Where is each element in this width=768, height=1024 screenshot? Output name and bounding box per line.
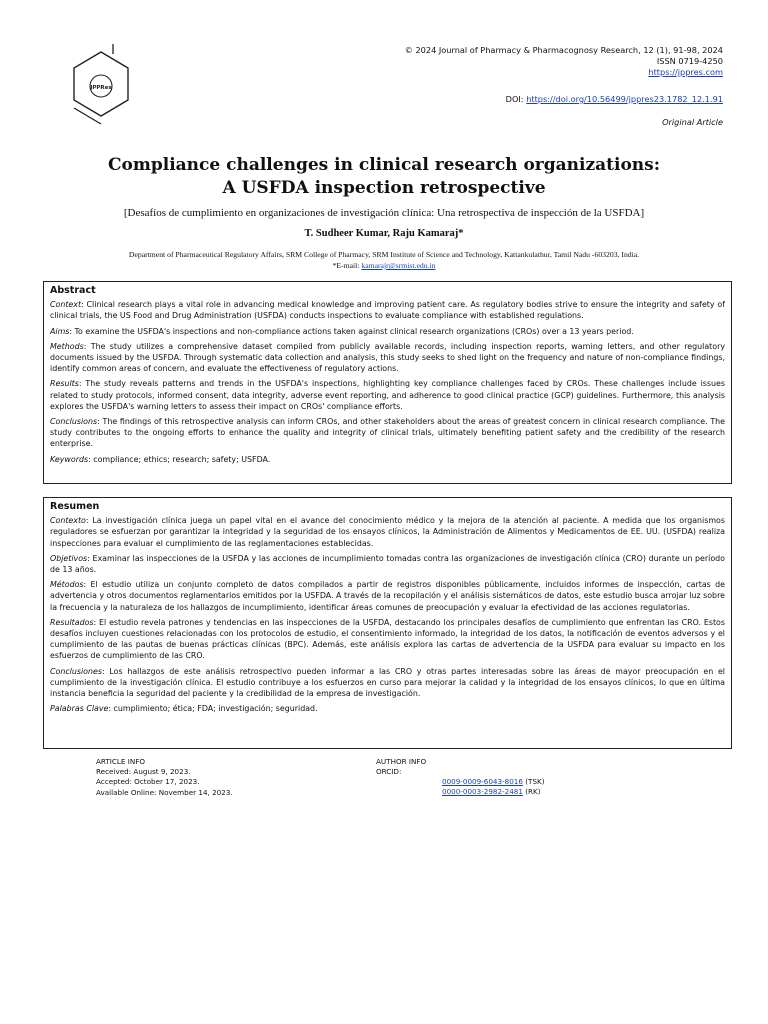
- author-info-heading: AUTHOR INFO: [376, 757, 427, 766]
- affiliation-block: [0, 249, 768, 271]
- resumen-contexto: Contexto: La investigación clínica juega un papel vital en el avance del conocimiento médico y la mejora de la atención al paciente. A medida que los organismos reguladores se esfuerzan por garantizar la integridad y la seguridad de los ensayos clínicos, la Administración de Alimentos y Medicamentos de EE. UU. (USFDA) realiza inspecciones para evaluar el cumplimiento de las reglamentaciones establecidas.: [50, 516, 725, 548]
- article-info-heading: ARTICLE INFO: [96, 757, 146, 766]
- abstract-results: Results: The study reveals patterns and trends in the USFDA's inspections, highlighting key compliance challenges faced by CROs. These challenges include issues related to study protocols, informed consent, data integrity, adverse event reporting, and adherence to good clinical practice (GCP) guidelines. Furthermore, this analysis explores the USFDA's warning letters to assess their impact on CROs' compliance efforts.: [50, 379, 725, 411]
- resumen-metodos: Métodos: El estudio utiliza un conjunto completo de datos compilados a partir de registros disponibles públicamente, incluidos informes de inspección, cartas de advertencia y otros documentos reglamentarios emitidos por la USFDA. A través de la recopilación y el análisis sistemáticos de datos, este estudio busca arrojar luz sobre la frecuencia y la naturaleza de los hallazgos de incumplimiento, identificar áreas comunes de preocupación y evaluar la efectividad de las acciones regulatorias.: [50, 580, 725, 612]
- abstract-box: [43, 281, 732, 484]
- author-info: [376, 757, 426, 777]
- article-type: Original Article: [662, 117, 723, 127]
- email-label: *E-mail:: [332, 261, 360, 270]
- abstract-heading: Abstract: [50, 285, 96, 296]
- abstract-aims: Aims: To examine the USFDA's inspections and non-compliance actions taken against clinical research organizations (CROs) over a 13 years period.: [50, 326, 634, 336]
- resumen-resultados: Resultados: El estudio revela patrones y tendencias en las inspecciones de la USFDA, destacando los principales desafíos de cumplimiento que enfrentan las CRO. Estos desafíos incluyen cuestiones relacionadas con los protocolos de estudio, el consentimiento informado, la integridad de los datos, la notificación de eventos adversos y el cumplimiento de las pautas de buenas prácticas clínicas (BPC). Además, este análisis explora las cartas de advertencia de la USFDA para evaluar su impacto en los esfuerzos de cumplimiento de las CRO.: [50, 617, 725, 661]
- orcid-list: [442, 777, 545, 797]
- email-link[interactable]: kamarajr@srmist.edu.in: [361, 261, 436, 270]
- doi-link[interactable]: https://doi.org/10.56499/jppres23.1782_12.1.91: [526, 94, 723, 104]
- journal-logo: [70, 42, 132, 128]
- abstract-conclusions: Conclusions: The findings of this retrospective analysis can inform CROs, and other stakeholders about the areas of greatest concern in clinical research compliance. The study contributes to the ongoing efforts to enhance the quality and integrity of clinical trials, ultimately benefiting patient safety and the credibility of the research enterprise.: [50, 417, 725, 449]
- resumen-palabras: Palabras Clave: cumplimiento; ética; FDA; investigación; seguridad.: [50, 704, 318, 714]
- accepted-date: Accepted: October 17, 2023.: [96, 777, 200, 787]
- issn-line: ISSN 0719-4250: [656, 56, 723, 66]
- website-link[interactable]: https://jppres.com: [648, 67, 723, 77]
- resumen-heading: Resumen: [50, 501, 100, 512]
- title-line-1: Compliance challenges in clinical research organizations:: [108, 155, 660, 175]
- orcid-suffix-tsk: (TSK): [525, 777, 545, 786]
- copyright-line: © 2024 Journal of Pharmacy & Pharmacognosy Research, 12 (1), 91-98, 2024: [404, 45, 723, 55]
- resumen-box: [43, 497, 732, 749]
- article-title: [0, 154, 768, 200]
- affiliation: Department of Pharmaceutical Regulatory Affairs, SRM College of Pharmacy, SRM Institute of Science and Technology, Kattankulathur, Tamil Nadu -603203, India.: [128, 250, 640, 259]
- doi-line: [506, 94, 723, 104]
- spanish-title: [Desafíos de cumplimiento en organizaciones de investigación clínica: Una retrospectiva de inspección de la USFDA]: [123, 207, 645, 219]
- resumen-objetivos: Objetivos: Examinar las inspecciones de la USFDA y las acciones de incumplimiento tomadas contra las organizaciones de investigación clínica (CRO) durante un período de 13 años.: [50, 553, 725, 575]
- doi-label: DOI:: [505, 94, 524, 104]
- orcid-link-rk[interactable]: 0000-0003-2982-2481: [442, 787, 523, 797]
- resumen-conclusiones: Conclusiones: Los hallazgos de este análisis retrospectivo pueden informar a las CRO y otras partes interesadas sobre las áreas de mayor preocupación en el cumplimiento de la investigación clínica. El estudio contribuye a los esfuerzos en curso para mejorar la calidad y la integridad de los ensayos clínicos, lo que en última instancia beneficia la seguridad del paciente y la credibilidad de la empresa de investigación.: [50, 666, 725, 699]
- svg-text:JPPRes: JPPRes: [90, 85, 112, 91]
- abstract-context: Context: Clinical research plays a vital role in advancing medical knowledge and improving patient care. As regulatory bodies strive to ensure the integrity and safety of clinical trials, the US Food and Drug Administration (USFDA) conducts inspections to evaluate compliance with established regulations.: [50, 300, 725, 321]
- orcid-link-tsk[interactable]: 0009-0009-6043-8016: [442, 777, 523, 786]
- article-info: [96, 757, 233, 798]
- authors: T. Sudheer Kumar, Raju Kamaraj*: [304, 228, 464, 239]
- available-date: Available Online: November 14, 2023.: [96, 787, 233, 797]
- received-date: Received: August 9, 2023.: [96, 767, 191, 777]
- publication-info: [405, 45, 723, 78]
- abstract-methods: Methods: The study utilizes a comprehensive dataset compiled from publicly available records, including inspection reports, warning letters, and other regulatory documents issued by the USFDA. Through systematic data collection and analysis, this study seeks to shed light on the frequency and nature of non-compliance findings, identify common areas of concern, and evaluate the effectiveness of regulatory actions.: [50, 341, 725, 374]
- abstract-keywords: Keywords: compliance; ethics; research; safety; USFDA.: [50, 454, 271, 464]
- orcid-label: ORCID:: [376, 767, 402, 777]
- orcid-suffix-rk: (RK): [525, 787, 541, 797]
- title-line-2: A USFDA inspection retrospective: [222, 178, 546, 198]
